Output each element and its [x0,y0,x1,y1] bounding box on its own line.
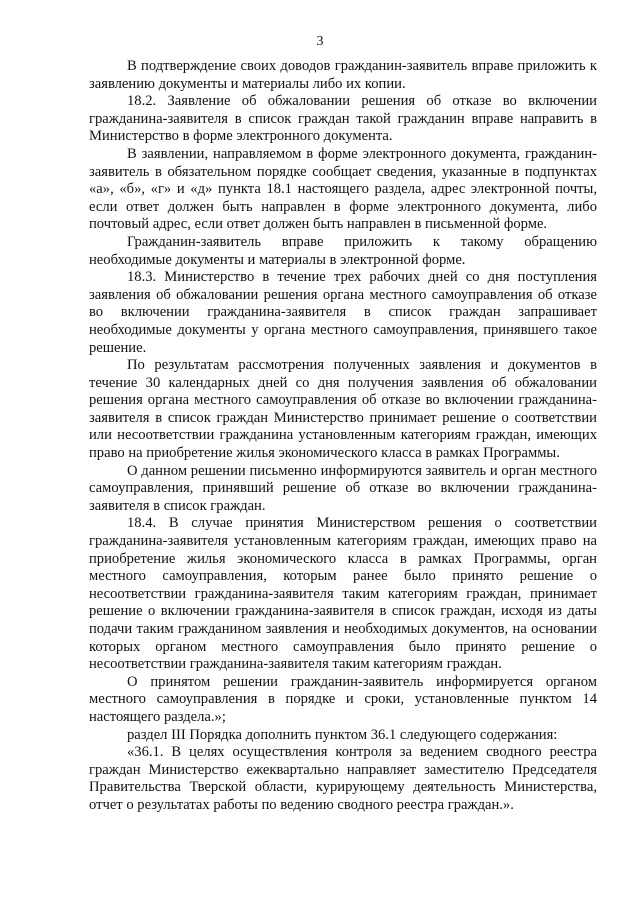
paragraph-informing-applicant: О принятом решении гражданин-заявитель информируется органом местного самоуправления в порядке и сроки, установленные пунктом 14 настоящего раздела.»; [89,673,597,725]
paragraph-18-2: 18.2. Заявление об обжаловании решения об отказе во включении гражданина-заявителя в список граждан такой гражданин вправе направить в Министерство в форме электронного документа. [89,93,597,145]
paragraph-18-4: 18.4. В случае принятия Министерством решения о соответствии гражданина-заявителя установленным категориям граждан, имеющих право на приобретение жилья экономического класса в рамках Программы, орган местного самоуправления, которым ранее было принято решение о несоответствии гражданина-заявителя таким категориям граждан, принимает решение о включении гражданина-заявителя в список граждан, исходя из даты подачи таким гражданином заявления и необходимых документов, на основании которых органом местного самоуправления было принято решение о несоответствии гражданина-заявителя таким категориям граждан. [89,515,597,673]
paragraph-supporting-documents: В подтверждение своих доводов гражданин-заявитель вправе приложить к заявлению документы и материалы либо их копии. [89,58,597,92]
paragraph-electronic-application: В заявлении, направляемом в форме электронного документа, гражданин-заявитель в обязательном порядке сообщает сведения, указанные в подпунктах «а», «б», «г» и «д» пункта 18.1 настоящего раздела, адрес электронной почты, если ответ должен быть направлен в форме электронного документа, либо почтовый адрес, если ответ должен быть направлен в письменной форме. [89,145,597,233]
document-body [89,58,597,815]
page-number: 3 [316,34,324,49]
paragraph-18-3: 18.3. Министерство в течение трех рабочих дней со дня поступления заявления об обжаловании решения органа местного самоуправления об отказе во включении гражданина-заявителя в список граждан запрашивает необходимые документы у органа местного самоуправления, принявшего такое решение. [89,269,597,356]
paragraph-36-1: «36.1. В целях осуществления контроля за ведением сводного реестра граждан Министерство ежеквартально направляет заместителю Председателя Правительства Тверской области, курирующему деятельность Министерства, отчет о результатах работы по ведению сводного реестра граждан.». [89,744,597,813]
paragraph-review-results: По результатам рассмотрения полученных заявления и документов в течение 30 календарных дней со дня получения заявления об обжаловании решения органа местного самоуправления об отказе во включении гражданина-заявителя в список граждан Министерство принимает решение о соответствии или несоответствии гражданина установленным категориям граждан, имеющих право на приобретение жилья экономического класса в рамках Программы. [89,357,597,462]
paragraph-electronic-attachments: Гражданин-заявитель вправе приложить к такому обращению необходимые документы и материалы в электронной форме. [89,233,597,268]
paragraph-section-iii-amendment: раздел III Порядка дополнить пунктом 36.1 следующего содержания: [127,726,558,743]
paragraph-notification: О данном решении письменно информируются заявитель и орган местного самоуправления, принявший решение об отказе во включении гражданина-заявителя в список граждан. [89,462,597,514]
